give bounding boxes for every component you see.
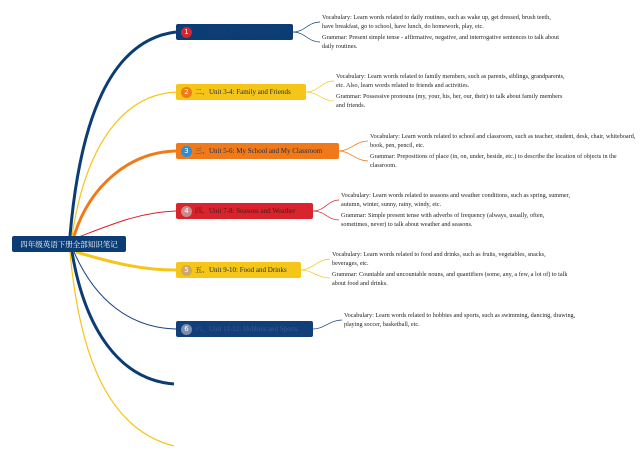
note-2-connector bbox=[306, 81, 334, 101]
topic-unit-1-2[interactable] bbox=[176, 24, 293, 40]
vocabulary-text: Vocabulary: Learn words related to food and drinks, such as fruits, vegetables, snacks, beverages, etc. bbox=[332, 251, 546, 267]
note-5-connector bbox=[301, 259, 330, 278]
branch-7-connector bbox=[72, 252, 174, 384]
note-1-connector bbox=[293, 22, 320, 42]
vocabulary-text: Vocabulary: Learn words related to family members, such as parents, siblings, grandparents, etc. Also, learn words related to friends and activities. bbox=[336, 73, 565, 89]
note-unit-5-6 bbox=[370, 133, 636, 173]
note-unit-11-12 bbox=[344, 312, 584, 332]
grammar-text: Grammar: Possessive pronouns (my, your, his, her, our, their) to talk about family members and friends. bbox=[336, 93, 563, 109]
topic-label: 五、Unit 9-10: Food and Drinks bbox=[195, 266, 287, 274]
topic-unit-11-12[interactable] bbox=[176, 321, 313, 337]
branch-2-connector bbox=[72, 92, 176, 236]
vocabulary-text: Vocabulary: Learn words related to daily routines, such as wake up, get dressed, brush teeth, have breakfast, go to school, have lunch, do homework, play, etc. bbox=[322, 14, 551, 30]
note-unit-9-10 bbox=[332, 251, 572, 291]
number-badge: 6 bbox=[181, 324, 192, 335]
vocabulary-text: Vocabulary: Learn words related to seasons and weather conditions, such as spring, summer, autumn, winter, sunny, rainy, windy, etc. bbox=[341, 192, 571, 208]
topic-unit-7-8[interactable] bbox=[176, 203, 313, 219]
number-badge: 1 bbox=[181, 27, 192, 38]
number-badge: 2 bbox=[181, 87, 192, 98]
topic-label: 四、Unit 7-8: Seasons and Weather bbox=[195, 207, 296, 215]
number-badge: 5 bbox=[181, 265, 192, 276]
vocabulary-text: Vocabulary: Learn words related to hobbies and sports, such as swimming, dancing, drawing, playing soccer, basketball, etc. bbox=[344, 312, 576, 328]
note-4-connector bbox=[313, 200, 339, 220]
topic-unit-9-10[interactable] bbox=[176, 262, 301, 278]
vocabulary-text: Vocabulary: Learn words related to school and classroom, such as teacher, student, desk, chair, whiteboard, book, pen, pencil, etc. bbox=[370, 133, 636, 149]
root-topic[interactable]: 四年级英语下册全部知识笔记 bbox=[12, 236, 126, 252]
grammar-text: Grammar: Countable and uncountable nouns, and quantifiers (some, any, a few, a lot of) to talk about food and drinks. bbox=[332, 271, 568, 287]
grammar-text: Grammar: Present simple tense - affirmative, negative, and interrogative sentences to talk about daily routines. bbox=[322, 34, 559, 50]
topic-label: 一、Unit 1-2: Daily Routines bbox=[195, 28, 279, 36]
note-unit-1-2 bbox=[322, 14, 562, 54]
topic-unit-5-6[interactable] bbox=[176, 143, 339, 159]
topic-unit-3-4[interactable] bbox=[176, 84, 306, 100]
note-unit-3-4 bbox=[336, 73, 572, 113]
branch-4-connector bbox=[76, 211, 176, 238]
note-unit-7-8 bbox=[341, 192, 571, 232]
branch-8-connector bbox=[70, 252, 174, 446]
topic-label: 三、Unit 5-6: My School and My Classroom bbox=[195, 147, 323, 155]
note-6-connector bbox=[313, 320, 342, 329]
grammar-text: Grammar: Simple present tense with adverbs of frequency (always, usually, often, sometimes, never) to talk about weather and seasons. bbox=[341, 212, 545, 228]
note-3-connector bbox=[339, 141, 368, 161]
grammar-text: Grammar: Prepositions of place (in, on, under, beside, etc.) to describe the location of objects in the classroom. bbox=[370, 153, 617, 169]
topic-label: 二、Unit 3-4: Family and Friends bbox=[195, 88, 291, 96]
number-badge: 3 bbox=[181, 146, 192, 157]
topic-label: 六、Unit 11-12: Hobbies and Sports bbox=[195, 325, 298, 333]
branch-3-connector bbox=[74, 151, 176, 236]
branch-5-connector bbox=[76, 252, 176, 270]
number-badge: 4 bbox=[181, 206, 192, 217]
